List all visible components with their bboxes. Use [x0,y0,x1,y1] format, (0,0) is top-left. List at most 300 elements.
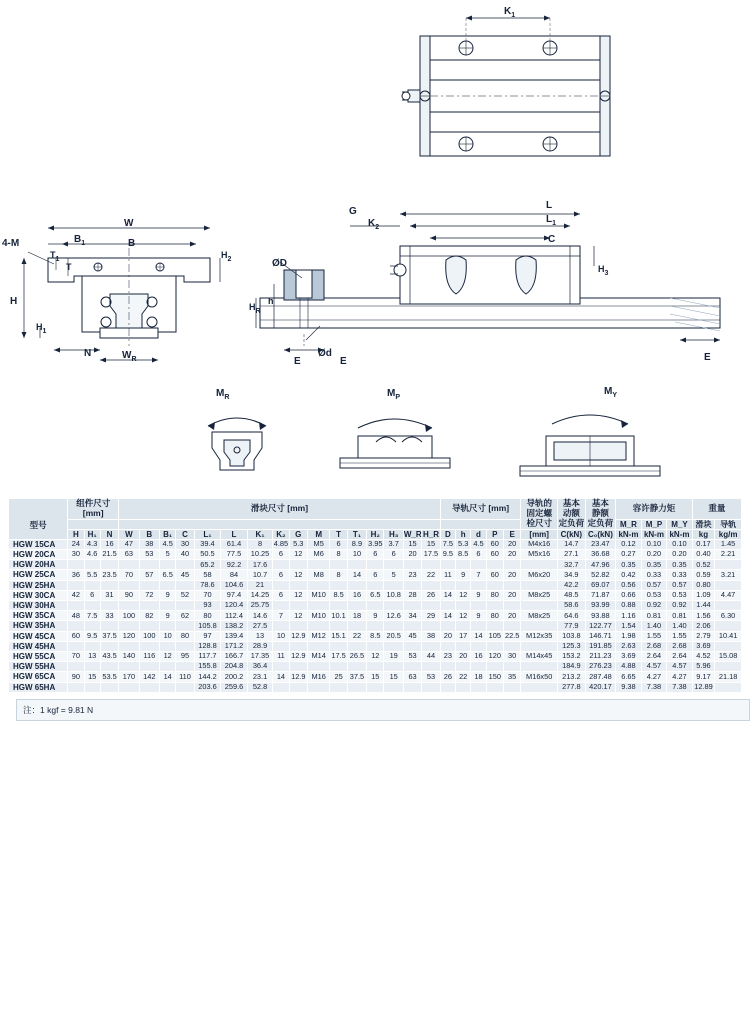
table-cell [715,621,742,631]
table-cell: 7 [471,570,486,580]
th-group-dyn: 基本 动额 定负荷 [558,498,585,528]
table-cell: 16 [347,590,366,600]
table-cell [307,662,329,672]
table-cell: 70 [119,570,139,580]
table-row [9,539,742,549]
table-cell [367,580,384,590]
table-cell: 31 [100,590,118,600]
table-cell [367,601,384,611]
table-cell: 9 [471,611,486,621]
table-cell: 20 [503,550,520,560]
table-cell: 53 [139,550,159,560]
table-cell [119,662,139,672]
table-cell: 90 [68,672,84,682]
table-cell: 128.8 [194,641,221,651]
table-cell: 5.96 [692,662,714,672]
table-cell [471,601,486,611]
table-cell: 4.5 [160,539,176,549]
table-cell: M6 [307,550,329,560]
table-cell [384,641,403,651]
table-cell: 22.5 [504,630,520,640]
table-cell: 6 [330,539,347,549]
table-cell [456,641,471,651]
table-cell: 105 [486,631,503,641]
table-cell: 47.96 [585,560,616,570]
table-cell: 43.5 [102,651,117,661]
table-cell: 10 [160,631,176,641]
table-cell [503,580,520,590]
table-cell: 29 [422,611,441,621]
table-cell: 48.5 [558,590,586,600]
table-cell [273,662,289,672]
table-cell [456,560,471,570]
table-cell: 62 [176,611,194,621]
spec-table-main [8,498,742,693]
table-cell [330,580,347,590]
table-cell: 12.6 [384,611,403,621]
table-cell [289,560,307,570]
table-cell [422,662,441,672]
table-cell: 1.40 [667,621,693,631]
technical-drawings [0,0,750,498]
table-cell: 8.5 [456,550,471,560]
table-cell: 15 [422,539,441,549]
table-cell: 65.2 [194,560,221,570]
label-l-side: L [546,200,553,211]
table-cell [440,662,455,672]
table-cell [289,601,307,611]
table-cell: 8 [330,550,347,560]
table-cell: 10.1 [331,610,346,620]
th-col-14: T₁ [347,529,366,539]
label-t1-front: $T_1$ [50,250,60,263]
spec-table-mount [8,498,742,693]
table-cell [100,662,118,672]
table-cell [84,621,100,631]
table-cell [100,621,118,631]
th-weight-rail: 导轨 [715,519,742,529]
table-row [9,580,742,590]
table-cell: 23.1 [247,672,273,682]
table-cell: 4.27 [667,672,693,682]
table-cell [139,601,159,611]
label-h2-front: $H_2$ [221,250,232,263]
table-cell: 16 [471,651,486,661]
table-cell [471,560,486,570]
table-cell: 71.87 [585,590,616,600]
table-cell [715,601,742,611]
table-cell: 9.5 [440,550,455,560]
table-cell [367,560,384,570]
table-cell: 26 [422,590,441,600]
table-cell: 0.20 [641,550,667,560]
th-col-18: H_R [422,529,439,539]
table-row [9,672,742,682]
table-cell: 146.71 [585,631,616,641]
table-cell: 22 [347,631,366,641]
table-cell: 58.6 [558,601,586,611]
table-cell: 0.80 [692,580,714,590]
table-cell: M14x45 [521,651,558,661]
table-row [9,641,742,651]
table-cell [471,662,486,672]
table-cell [139,682,159,692]
table-cell: 17.5 [422,550,441,560]
table-cell [367,662,384,672]
table-row [9,590,742,600]
th-mr-unit: kN-m [616,529,642,539]
th-group-block: 滑块尺寸 [mm] [119,499,441,520]
table-cell: 142 [139,672,159,682]
label-h-side: h [268,296,274,306]
top-view-drawing [400,8,630,168]
table-cell: 93.88 [585,611,616,621]
table-cell [176,662,194,672]
table-cell: 12 [160,651,176,661]
table-cell: 1.40 [641,621,667,631]
table-cell: 0.53 [667,590,693,600]
table-cell: 171.2 [221,641,248,651]
label-e-right-side: E [704,352,711,363]
table-cell: 17.5 [331,651,346,661]
table-cell: 6 [84,590,100,600]
table-cell: 5 [160,550,176,560]
label-t-front: T [66,262,72,272]
table-cell: 19 [384,651,403,661]
table-cell: 63 [403,672,421,682]
table-cell [330,601,347,611]
table-cell-model: HGW 65HA [9,682,68,692]
table-cell [471,621,486,631]
table-cell: 184.9 [558,662,586,672]
th-col-4: B [139,529,159,539]
table-cell: 80 [486,590,503,600]
table-cell: 0.10 [667,539,693,549]
table-cell: 53.5 [102,671,117,681]
table-cell [486,682,503,692]
table-cell: 36.68 [585,550,616,560]
table-cell: 12.89 [694,681,713,691]
table-cell: 45 [176,570,194,580]
table-cell: 5 [384,570,403,580]
table-cell: 90 [119,590,139,600]
table-cell [422,560,441,570]
table-cell: 15.08 [715,651,742,661]
table-cell [289,580,307,590]
table-cell: 1.16 [616,611,642,621]
table-cell [68,621,84,631]
table-cell [307,601,329,611]
table-cell: 6 [367,570,384,580]
th-weight-block: 滑块 [692,519,714,529]
table-cell: 61.4 [221,539,248,549]
table-cell: 3.21 [715,570,742,580]
table-cell: 38 [422,631,441,641]
label-mp: $M_P$ [387,388,401,401]
table-cell [330,621,347,631]
table-cell: 32.7 [558,560,586,570]
table-cell [273,621,289,631]
table-cell: 125.3 [558,641,586,651]
table-cell: 12 [367,651,384,661]
table-row [9,601,742,611]
table-cell: 0.17 [692,539,714,549]
label-h3-side: $H_3$ [598,264,609,277]
th-kg-unit: kg [692,529,714,539]
table-cell: 8.9 [347,539,366,549]
table-cell: 21.18 [715,672,742,682]
table-cell: 16 [100,539,118,549]
table-cell: 4.47 [715,590,742,600]
table-cell: 4.88 [616,662,642,672]
table-cell [422,641,441,651]
table-cell: 23 [440,651,455,661]
table-cell: 0.53 [641,590,667,600]
table-cell [307,560,329,570]
table-cell-model: HGW 25CA [9,570,68,580]
table-cell [119,621,139,631]
table-cell: 0.27 [616,550,642,560]
table-cell [84,560,100,570]
table-cell: 155.8 [194,662,221,672]
table-cell: 20 [503,539,520,549]
table-cell: 4.5 [471,539,486,549]
table-cell: 22 [422,570,441,580]
table-cell [68,682,84,692]
table-cell: 84 [221,570,248,580]
table-cell: 9 [160,590,176,600]
table-cell: 97.4 [221,590,248,600]
table-cell: 40 [176,550,194,560]
table-cell: 2.21 [715,550,742,560]
label-hr-side: $H_R$ [249,302,261,315]
table-cell-model: HGW 55HA [9,662,68,672]
table-cell: M8 [307,570,329,580]
th-col-22: P [486,529,503,539]
table-cell: 60 [486,550,503,560]
table-cell: 276.23 [585,662,616,672]
th-col-12: M [307,529,329,539]
table-cell [347,641,366,651]
table-cell: 6 [471,550,486,560]
table-cell: 204.8 [221,662,248,672]
table-cell: 9.38 [616,682,642,692]
table-cell-model: HGW 45CA [9,631,68,641]
table-cell: 0.56 [616,580,642,590]
table-cell: 11 [273,651,289,661]
table-cell: 37.5 [102,630,117,640]
table-cell [139,621,159,631]
table-cell: 166.7 [221,651,248,661]
table-cell: 20 [456,651,471,661]
table-cell [160,662,176,672]
table-cell: 26 [440,672,455,682]
table-cell [503,560,520,570]
label-od-side: ØD [272,258,287,269]
table-row [9,651,742,661]
table-cell: 110 [176,672,194,682]
table-cell [100,560,118,570]
table-cell: 5.3 [456,539,471,549]
table-cell [176,621,194,631]
th-col-23: E [503,529,520,539]
table-cell: 3.69 [692,641,714,651]
table-cell [440,621,455,631]
table-cell-model: HGW 35HA [9,621,68,631]
table-cell: 0.92 [667,601,693,611]
label-k1-top: $K_1$ [504,6,516,19]
table-cell: M6x20 [521,570,558,580]
table-cell [384,580,403,590]
table-cell: 48 [68,611,84,621]
table-cell: 12.9 [291,671,306,681]
table-cell: 6.5 [367,590,384,600]
table-cell: 52.82 [585,570,616,580]
table-cell: 120.4 [221,601,248,611]
th-col-19: D [440,529,455,539]
table-cell: 25 [330,672,347,682]
table-cell [403,641,421,651]
table-cell: 0.12 [616,539,642,549]
table-cell [367,682,384,692]
table-cell: 200.2 [221,672,248,682]
th-col-17: W_R [403,529,422,539]
label-b1-front: $B_1$ [74,234,86,247]
table-cell [330,682,347,692]
table-row [9,550,742,560]
table-cell-model: HGW 30CA [9,590,68,600]
table-cell [715,580,742,590]
table-cell [84,601,100,611]
th-spacer-rail [440,519,521,529]
table-cell: 20 [503,611,520,621]
table-cell: M16x50 [521,672,558,682]
table-cell [84,580,100,590]
table-cell: 20 [440,631,455,641]
table-cell: 53 [422,672,441,682]
table-cell [440,682,455,692]
table-cell [456,580,471,590]
table-cell: 0.66 [616,590,642,600]
table-cell: 14 [273,672,289,682]
table-cell [176,560,194,570]
table-cell [471,641,486,651]
th-mp-unit: kN-m [641,529,667,539]
table-cell [403,682,421,692]
table-cell [176,580,194,590]
table-cell [486,662,503,672]
table-cell [84,662,100,672]
table-cell: 11 [440,570,455,580]
th-group-sta: 基本 静额 定负荷 [585,499,616,530]
table-cell [440,641,455,651]
table-cell: 39.4 [194,539,221,549]
table-cell: 9 [367,611,384,621]
th-dyn-unit: C(kN) [558,529,586,539]
th-col-3: W [119,529,139,539]
table-cell: 120 [119,631,139,641]
table-cell: 4.3 [84,539,100,549]
table-cell: 42 [68,590,84,600]
table-cell: 38 [139,539,159,549]
table-cell: 7.5 [440,539,455,549]
table-cell [68,580,84,590]
table-cell [367,641,384,651]
table-cell [403,560,421,570]
th-col-10: K₂ [273,529,289,539]
table-cell: 1.09 [692,590,714,600]
table-cell: 34 [403,611,421,621]
th-col-8: L [221,529,248,539]
table-cell: 6 [273,550,289,560]
table-cell: 20 [503,590,520,600]
table-cell [273,560,289,570]
table-cell [521,580,558,590]
table-cell: M8x25 [521,611,558,621]
th-model-corner: 型号 [9,499,68,540]
table-cell: 12 [289,590,307,600]
th-group-assembly: 组件尺寸 [mm] [68,499,119,520]
table-cell: 4.6 [84,550,100,560]
table-cell [486,580,503,590]
table-cell: 35 [503,672,520,682]
table-cell: 0.35 [641,560,667,570]
table-cell: 7.38 [667,682,693,692]
table-cell: 0.42 [616,570,642,580]
table-cell [486,601,503,611]
table-cell: 14 [471,631,486,641]
table-cell: 170 [119,672,139,682]
table-cell [160,601,176,611]
table-cell: 0.35 [667,560,693,570]
table-cell: 2.79 [692,631,714,641]
table-cell [422,621,441,631]
table-cell: 14.25 [247,590,273,600]
table-cell: M12 [307,631,329,641]
table-cell [68,601,84,611]
table-cell: 14 [440,590,455,600]
table-cell: 9.17 [692,672,714,682]
table-cell: 60 [486,539,503,549]
table-cell [347,580,366,590]
table-cell: 14.6 [247,611,273,621]
table-cell: 12 [289,611,307,621]
table-cell [384,662,403,672]
table-cell [307,641,329,651]
table-cell: 34.9 [558,570,586,580]
table-cell: 2.06 [692,621,714,631]
table-cell [456,601,471,611]
table-cell: M16 [307,672,329,682]
table-cell [456,662,471,672]
table-cell: 44 [422,651,441,661]
table-cell [715,641,742,651]
table-cell [486,621,503,631]
th-col-11: G [289,529,307,539]
table-cell: 52 [176,590,194,600]
table-cell [273,580,289,590]
table-cell: 64.6 [558,611,586,621]
table-cell: 117.7 [194,651,221,661]
table-cell: 0.57 [641,580,667,590]
table-cell: 14 [440,611,455,621]
table-cell: 14 [347,570,366,580]
table-cell: 6 [273,570,289,580]
table-cell: 26.5 [347,651,366,661]
table-cell: M8x25 [521,590,558,600]
table-cell: 30 [176,539,194,549]
moment-mp-drawing [330,392,460,484]
